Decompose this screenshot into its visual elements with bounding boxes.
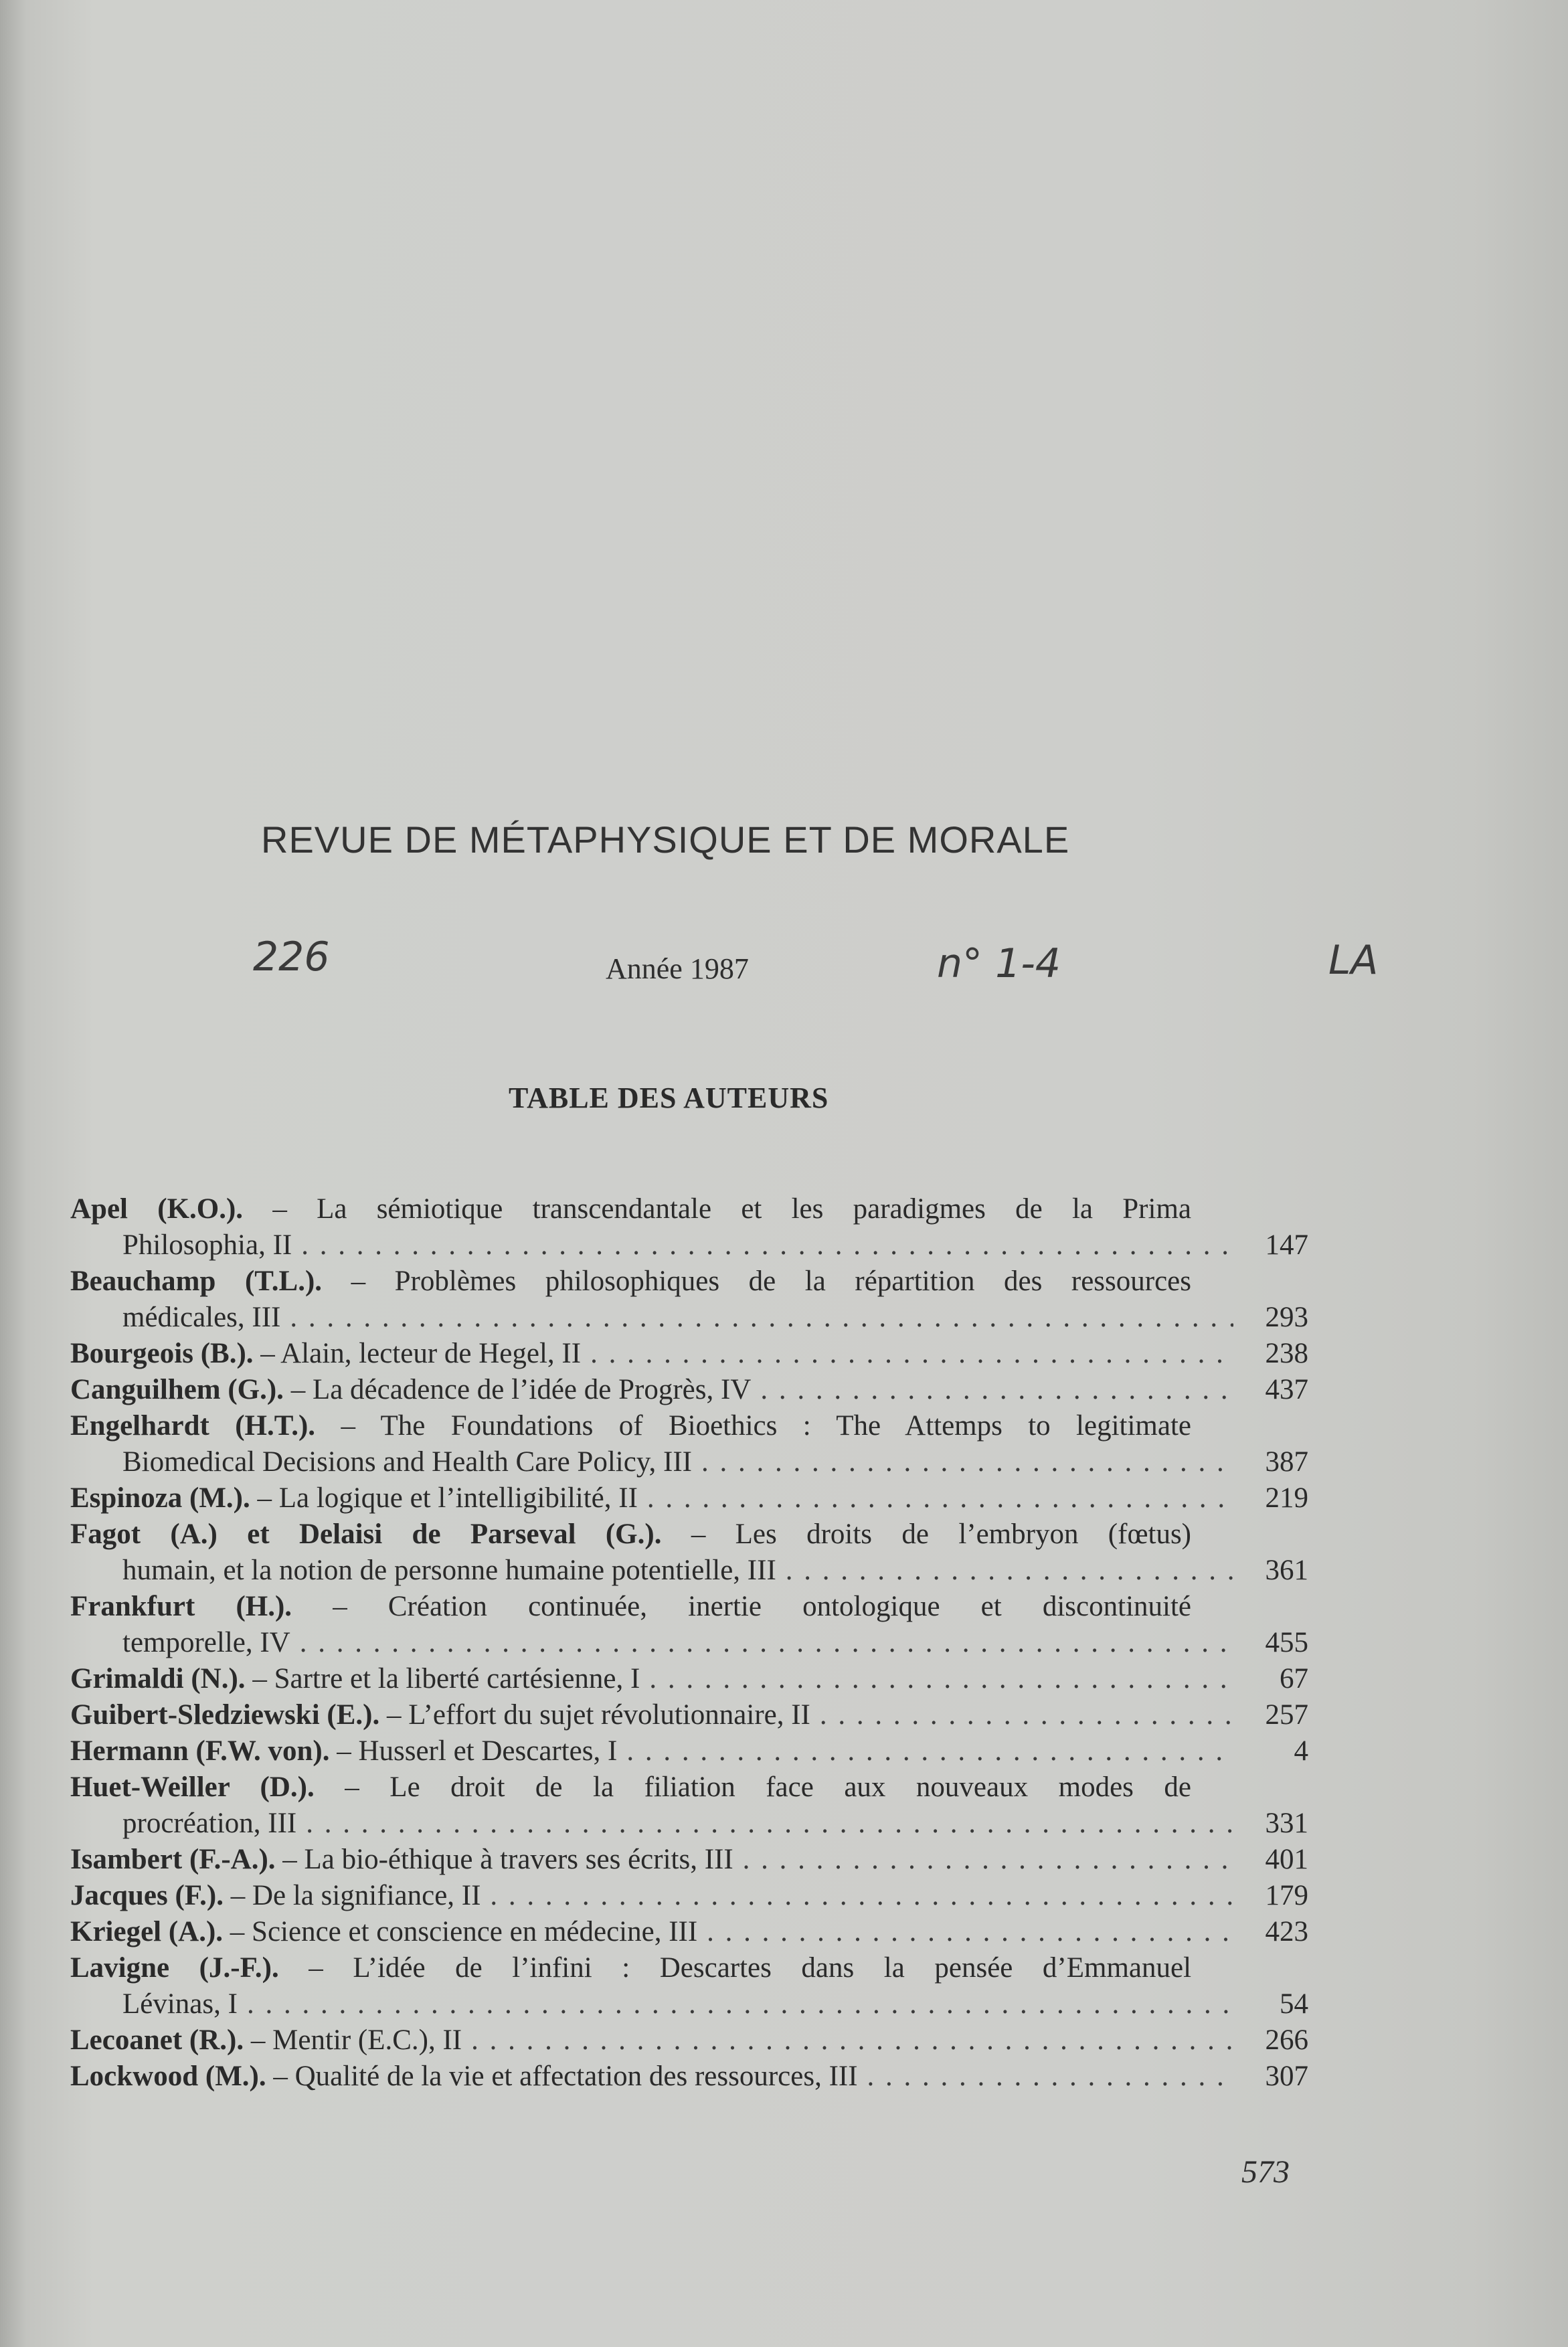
author-index: [70, 1191, 1308, 2095]
entry-page-number: 238: [1265, 1338, 1308, 1369]
leader-dots: [306, 1806, 1233, 1842]
entry-title-continued: humain, et la notion de personne humaine potentielle, III: [122, 1555, 776, 1586]
entry-author: Guibert-Sledziewski (E.).: [70, 1699, 380, 1731]
index-entry: [70, 1914, 1308, 1950]
entry-author: Huet-Weiller (D.).: [70, 1771, 315, 1803]
entry-page-number: 331: [1265, 1808, 1308, 1839]
entry-page-number: 293: [1265, 1302, 1308, 1333]
entry-page-number: 219: [1265, 1482, 1308, 1514]
entry-page-number: 423: [1265, 1916, 1308, 1947]
entry-page-number: 437: [1265, 1374, 1308, 1405]
entry-page-number: 266: [1265, 2024, 1308, 2056]
entry-title: – La sémiotique transcendantale et les paradigmes de la Prima: [272, 1193, 1191, 1225]
entry-title-continued: médicales, III: [122, 1302, 281, 1333]
entry-author: Lockwood (M.).: [70, 2061, 266, 2092]
entry-author: Kriegel (A.).: [70, 1916, 224, 1947]
entry-title: – Mentir (E.C.), II: [250, 2024, 462, 2056]
entry-author: Hermann (F.W. von).: [70, 1735, 330, 1767]
entry-title-continued: Biomedical Decisions and Health Care Policy, III: [122, 1446, 692, 1478]
entry-author: Bourgeois (B.).: [70, 1338, 254, 1369]
index-entry: [70, 1878, 1308, 1914]
entry-title: – La bio-éthique à travers ses écrits, III: [282, 1844, 733, 1875]
entry-author: Lavigne (J.-F.).: [70, 1952, 279, 1984]
index-entry: [70, 1191, 1308, 1264]
entry-title: – Alain, lecteur de Hegel, II: [260, 1338, 582, 1369]
entry-title: – The Foundations of Bioethics : The Attemps to legitimate: [341, 1410, 1191, 1442]
leader-dots: [760, 1372, 1233, 1408]
entry-page-number: 179: [1265, 1880, 1308, 1911]
leader-dots: [786, 1553, 1233, 1589]
handwritten-note-right: LA: [1328, 937, 1379, 984]
leader-dots: [649, 1661, 1233, 1697]
entry-page-number: 147: [1265, 1229, 1308, 1261]
index-entry: [70, 1516, 1308, 1589]
entry-author: Engelhardt (H.T.).: [70, 1410, 316, 1442]
index-entry: [70, 2059, 1308, 2095]
entry-author: Jacques (F.).: [70, 1880, 224, 1911]
leader-dots: [247, 1986, 1233, 2022]
entry-title: – L’idée de l’infini : Descartes dans la pensée d’Emmanuel: [309, 1952, 1191, 1984]
index-entry: [70, 1697, 1308, 1733]
index-entry: [70, 1408, 1308, 1480]
index-entry: [70, 1661, 1308, 1697]
handwritten-note-middle: n° 1-4: [937, 940, 1061, 987]
journal-title: REVUE DE MÉTAPHYSIQUE ET DE MORALE: [261, 818, 1070, 861]
leader-dots: [701, 1444, 1233, 1480]
leader-dots: [490, 1878, 1233, 1914]
leader-dots: [300, 1625, 1233, 1661]
entry-page-number: 257: [1265, 1699, 1308, 1731]
entry-title: – La logique et l’intelligibilité, II: [257, 1482, 638, 1514]
entry-title-continued: procréation, III: [122, 1808, 297, 1839]
index-entry: [70, 1769, 1308, 1842]
index-entry: [70, 1372, 1308, 1408]
entry-title: – Husserl et Descartes, I: [337, 1735, 618, 1767]
index-entry: [70, 1950, 1308, 2022]
entry-author: Apel (K.O.).: [70, 1193, 244, 1225]
index-entry: [70, 1480, 1308, 1516]
page-number: 573: [1241, 2154, 1290, 2190]
leader-dots: [471, 2022, 1233, 2059]
entry-page-number: 307: [1265, 2061, 1308, 2092]
entry-page-number: 54: [1280, 1988, 1308, 2020]
entry-page-number: 455: [1265, 1627, 1308, 1658]
leader-dots: [590, 1336, 1233, 1372]
index-entry: [70, 1733, 1308, 1769]
entry-page-number: 67: [1280, 1663, 1308, 1694]
section-title: TABLE DES AUTEURS: [509, 1081, 829, 1114]
index-entry: [70, 1264, 1308, 1336]
entry-author: Beauchamp (T.L.).: [70, 1266, 323, 1297]
entry-title: – De la signifiance, II: [230, 1880, 481, 1911]
entry-title: – La décadence de l’idée de Progrès, IV: [290, 1374, 752, 1405]
year-label: Année 1987: [606, 952, 749, 985]
entry-title: – Qualité de la vie et affectation des ressources, III: [273, 2061, 858, 2092]
leader-dots: [820, 1697, 1233, 1733]
entry-author: Grimaldi (N.).: [70, 1663, 246, 1694]
entry-title: – Les droits de l’embryon (fœtus): [691, 1518, 1191, 1550]
entry-author: Fagot (A.) et Delaisi de Parseval (G.).: [70, 1518, 662, 1550]
leader-dots: [707, 1914, 1233, 1950]
index-entry: [70, 1336, 1308, 1372]
entry-author: Isambert (F.-A.).: [70, 1844, 276, 1875]
index-entry: [70, 1589, 1308, 1661]
leader-dots: [290, 1300, 1233, 1336]
entry-page-number: 387: [1265, 1446, 1308, 1478]
entry-author: Canguilhem (G.).: [70, 1374, 284, 1405]
entry-title: – Le droit de la filiation face aux nouveaux modes de: [345, 1771, 1191, 1803]
entry-author: Espinoza (M.).: [70, 1482, 250, 1514]
entry-title: – Problèmes philosophiques de la répartition des ressources: [351, 1266, 1191, 1297]
index-entry: [70, 1842, 1308, 1878]
entry-title: – Création continuée, inertie ontologique et discontinuité: [333, 1591, 1191, 1622]
entry-title: – L’effort du sujet révolutionnaire, II: [386, 1699, 810, 1731]
entry-page-number: 401: [1265, 1844, 1308, 1875]
entry-title-continued: Philosophia, II: [122, 1229, 292, 1261]
leader-dots: [626, 1733, 1233, 1769]
index-entry: [70, 2022, 1308, 2059]
leader-dots: [867, 2059, 1233, 2095]
entry-author: Lecoanet (R.).: [70, 2024, 244, 2056]
entry-author: Frankfurt (H.).: [70, 1591, 292, 1622]
entry-page-number: 4: [1294, 1735, 1308, 1767]
entry-title: – Sartre et la liberté cartésienne, I: [252, 1663, 640, 1694]
leader-dots: [743, 1842, 1233, 1878]
entry-title: – Science et conscience en médecine, III: [230, 1916, 698, 1947]
entry-page-number: 361: [1265, 1555, 1308, 1586]
entry-title-continued: Lévinas, I: [122, 1988, 238, 2020]
entry-title-continued: temporelle, IV: [122, 1627, 290, 1658]
leader-dots: [647, 1480, 1233, 1516]
leader-dots: [301, 1227, 1233, 1264]
handwritten-note-left: 226: [253, 934, 330, 980]
